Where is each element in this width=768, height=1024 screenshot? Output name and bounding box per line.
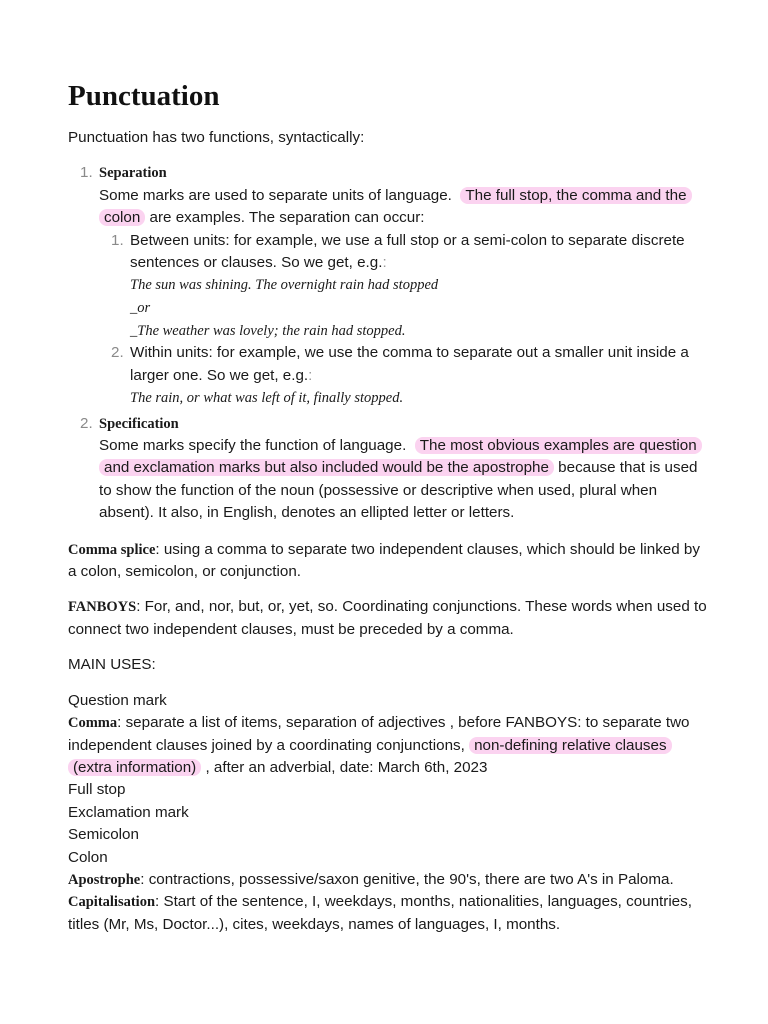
sublist-text: Between units: for example, we use a full stop or a semi-colon to separate discrete sentences or clauses. So we get, e.g.: xyxy=(130,231,685,272)
use-apostrophe: Apostrophe: contractions, possessive/saxon genitive, the 90's, there are two A's in Paloma. xyxy=(68,870,674,888)
page-title: Punctuation xyxy=(68,80,220,112)
term: FANBOYS xyxy=(68,599,137,616)
use-capitalisation: Capitalisation: Start of the sentence, I, weekdays, months, nationalities, languages, countries, titles (Mr, Ms, Doctor...), cites, weekdays, names of languages, I, months. xyxy=(68,893,692,933)
functions-list xyxy=(68,162,708,524)
term: Apostrophe xyxy=(68,871,141,888)
sublist-item xyxy=(99,230,708,343)
use-exclamation-mark: Exclamation mark xyxy=(68,803,189,821)
example-text: The sun was shining. The overnight rain had stopped xyxy=(130,277,439,294)
highlight: The full stop, the comma and the colon xyxy=(99,187,692,226)
use-question-mark: Question mark xyxy=(68,691,167,709)
term: Capitalisation xyxy=(68,894,156,911)
use-full-stop: Full stop xyxy=(68,781,126,799)
use-semicolon: Semicolon xyxy=(68,826,139,844)
use-colon: Colon xyxy=(68,848,108,866)
list-item-separation xyxy=(68,162,708,409)
highlight: non-defining relative clauses (extra information) xyxy=(68,737,672,776)
list-number: 1. xyxy=(111,231,124,249)
uses-list xyxy=(68,690,708,936)
use-comma: Comma: separate a list of items, separation of adjectives , before FANBOYS: to separate two independent clauses joined by a coordinating conjunctions, non-defining relative clauses (extra information) , after an adverbial, date: March 6th, 2023 xyxy=(68,714,690,776)
item-body: Some marks specify the function of language. The most obvious examples are question and exclamation marks but also included would be the apostrophe because that is used to show the function of the noun (possessive or descriptive when used, plural when absent). It also, in English, denotes an ellipted letter or letters. xyxy=(99,435,708,525)
separation-sublist xyxy=(99,230,708,410)
list-number: 2. xyxy=(111,344,124,362)
item-body: Some marks are used to separate units of language. The full stop, the comma and the colon are examples. The separation can occur: xyxy=(99,185,708,230)
highlight: The most obvious examples are question and exclamation marks but also included would be the apostrophe xyxy=(99,437,702,476)
sublist-text: Within units: for example, we use the comma to separate out a smaller unit inside a larger one. So we get, e.g.: xyxy=(130,344,689,384)
list-item-specification xyxy=(68,413,708,525)
comma-splice-paragraph: Comma splice: using a comma to separate two independent clauses, which should be linked by a colon, semicolon, or conjunction. xyxy=(68,540,700,581)
sublist-item xyxy=(99,342,708,409)
example-text: _or xyxy=(130,300,151,317)
intro-text: Punctuation has two functions, syntactically: xyxy=(68,129,365,146)
item-heading: Separation xyxy=(99,165,167,182)
term: Comma xyxy=(68,715,118,732)
main-uses-heading: MAIN USES: xyxy=(68,656,156,674)
term: Comma splice xyxy=(68,541,156,558)
list-number: 1. xyxy=(80,164,93,182)
example-text: The rain, or what was left of it, finally stopped. xyxy=(130,390,404,407)
item-heading: Specification xyxy=(99,415,179,432)
example-text: _The weather was lovely; the rain had stopped. xyxy=(130,322,406,339)
fanboys-paragraph: FANBOYS: For, and, nor, but, or, yet, so. Coordinating conjunctions. These words when used to connect two independent clauses, must be preceded by a comma. xyxy=(68,598,707,638)
list-number: 2. xyxy=(80,414,93,432)
